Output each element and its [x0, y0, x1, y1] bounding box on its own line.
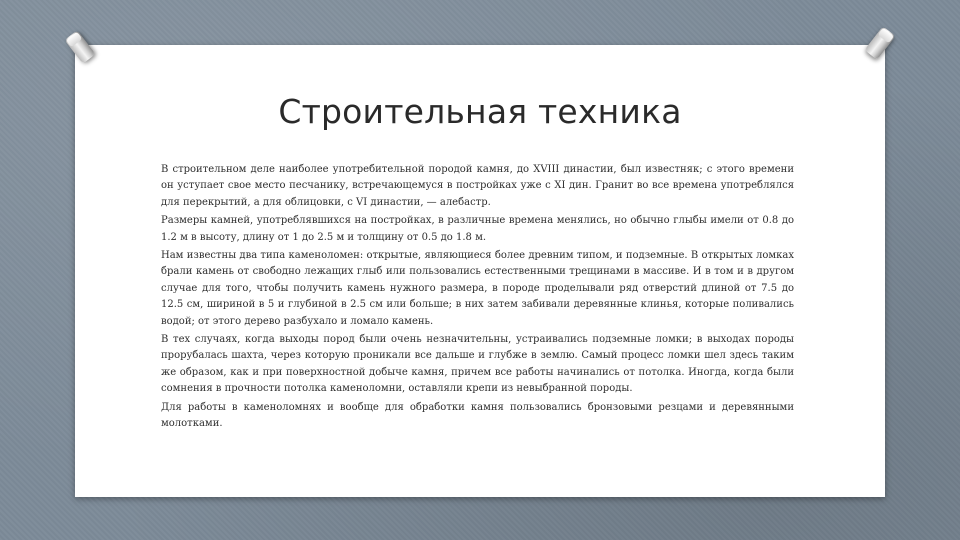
slide-body [161, 162, 794, 435]
body-paragraph: В тех случаях, когда выходы пород были очень незначительны, устраивались подземные ломки; в выходах породы прорубалась шахта, через которую проникали все дальше и глубже в землю. Самый процесс ломки шел здесь таким же образом, как и при поверхностной добыче камня, причем все работы начинались от потолка. Иногда, когда были сомнения в прочности потолка каменоломни, оставляли крепи из невыбранной породы. [161, 334, 794, 395]
body-paragraph: Для работы в каменоломнях и вообще для обработки камня пользовались бронзовыми резцами и деревянными молотками. [161, 401, 794, 430]
body-paragraph: В строительном деле наиболее употребительной породой камня, до XVIII династии, был известняк; с этого времени он уступает свое место песчанику, встречающемуся в постройках уже с XI дин. Гранит во все времена употреблялся для перекрытий, а для облицовки, с VI династии, — алебастр. [161, 164, 794, 208]
body-paragraph: Размеры камней, употреблявшихся на постройках, в различные времена менялись, но обычно глыбы имели от 0.8 до 1.2 м в высоту, длину от 1 до 2.5 м и толщину от 0.5 до 1.8 м. [161, 215, 794, 243]
slide-title: Строительная техника [278, 92, 682, 131]
body-paragraph: Нам известны два типа каменоломен: открытые, являющиеся более древним типом, и подземные. В открытых ломках брали камень от свободно лежащих глыб или пользовались естественными трещинами в массиве. И в том и в другом случае для того, чтобы получить камень нужного размера, в породе проделывали ряд отверстий длиной от 7.5 до 12.5 см, шириной в 5 и глубиной в 2.5 см или больше; в них затем забивали деревянные клинья, которые поливались водой; от этого дерево разбухало и ломало камень. [161, 250, 794, 327]
